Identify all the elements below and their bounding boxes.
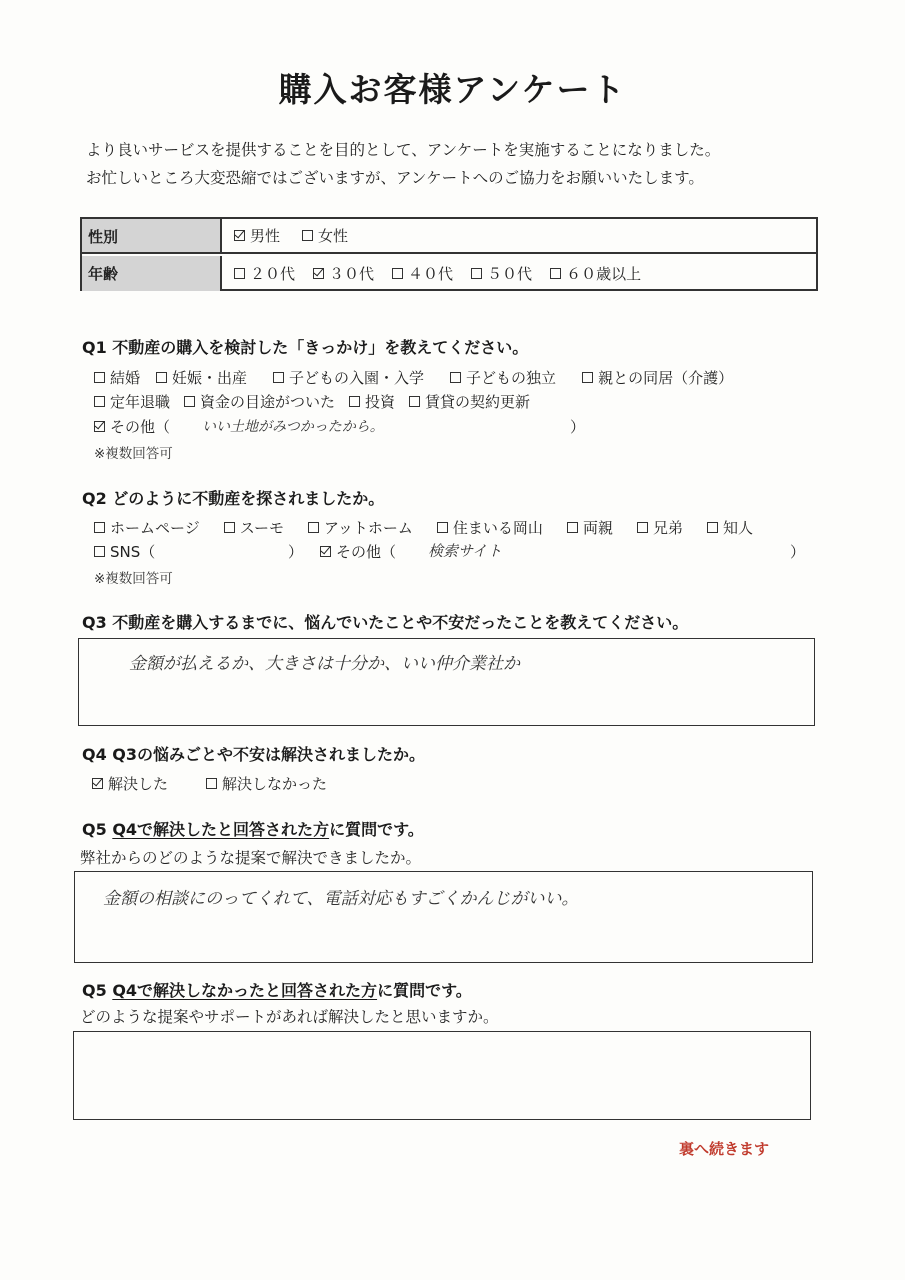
option-label: 賃貸の契約更新 [425, 393, 531, 411]
checkbox[interactable] [550, 268, 561, 279]
q1-option[interactable] [450, 367, 556, 388]
checkbox[interactable] [637, 522, 648, 533]
q1-option[interactable] [184, 391, 335, 412]
option-label: 住まいる岡山 [452, 519, 543, 537]
option-label: 資金の目途がついた [200, 393, 336, 411]
q5b-suffix: に質問です。 [377, 981, 472, 1000]
option-label: スーモ [239, 519, 284, 537]
q5a-condition: Q4で解決したと回答された方 [112, 820, 330, 839]
q2-sns-close: ） [288, 543, 304, 561]
option-label: 男性 [250, 227, 281, 245]
q5b-title [82, 978, 472, 1001]
q1-other-close: ） [570, 418, 586, 436]
age-label: 年齢 [82, 256, 222, 291]
gender-label: 性別 [82, 219, 222, 252]
checkbox[interactable] [450, 372, 461, 383]
option-label: 解決しなかった [222, 775, 328, 793]
gender-options [222, 219, 816, 252]
option-label: ６０歳以上 [566, 265, 642, 283]
checkbox[interactable] [582, 372, 593, 383]
q2-other-option[interactable] [320, 541, 396, 562]
option-label: 女性 [318, 227, 349, 245]
q5a-suffix: に質問です。 [329, 820, 424, 839]
respondent-info-table [80, 217, 818, 291]
age-row [82, 256, 816, 291]
q2-other-handwritten: 検索サイト [428, 542, 502, 560]
age-option-60plus[interactable] [550, 263, 641, 284]
q5b-subtext: どのような提案やサポートがあれば解決したと思いますか。 [80, 1008, 499, 1026]
checkbox[interactable] [392, 268, 403, 279]
option-label: ５０代 [487, 265, 533, 283]
q5b-prefix: Q5 [82, 981, 113, 1000]
option-label: 結婚 [110, 369, 141, 387]
q1-row-1 [94, 367, 733, 388]
q4-option-unresolved[interactable] [206, 773, 327, 794]
checkbox[interactable] [234, 268, 245, 279]
q2-row-1 [94, 517, 753, 538]
q3-handwritten-answer: 金額が払えるか、大きさは十分か、いい仲介業社か [129, 654, 520, 674]
checkbox[interactable] [184, 396, 195, 407]
checkbox[interactable] [206, 778, 217, 789]
gender-option-male[interactable] [234, 225, 280, 246]
q5a-title [82, 817, 424, 840]
gender-option-female[interactable] [302, 225, 348, 246]
q2-other-close: ） [790, 543, 806, 561]
age-option-30s[interactable] [313, 263, 374, 284]
checkbox[interactable] [437, 522, 448, 533]
page-title: 購入お客様アンケート [278, 70, 627, 109]
q5b-answer-box[interactable] [73, 1031, 811, 1120]
q1-other-handwritten: いい土地がみつかったから。 [202, 419, 384, 435]
checkbox[interactable] [94, 372, 105, 383]
q4-title: Q4 Q3の悩みごとや不安は解決されましたか。 [82, 745, 426, 764]
q2-sns-option[interactable] [94, 541, 155, 562]
q1-option[interactable] [273, 367, 424, 388]
q5a-answer-box[interactable] [74, 871, 813, 963]
option-label: 知人 [722, 519, 753, 537]
age-option-20s[interactable] [234, 263, 295, 284]
checkbox[interactable] [94, 522, 105, 533]
gender-row [82, 219, 816, 254]
q5a-subtext: 弊社からのどのような提案で解決できましたか。 [80, 849, 422, 867]
q1-option[interactable] [582, 367, 733, 388]
q1-option[interactable] [409, 391, 530, 412]
checkbox-checked[interactable] [313, 268, 324, 279]
checkbox-checked[interactable] [92, 778, 103, 789]
option-label: 投資 [365, 393, 396, 411]
q1-option[interactable] [349, 391, 395, 412]
q5a-handwritten-answer: 金額の相談にのってくれて、電話対応もすごくかんじがいい。 [103, 889, 579, 909]
option-label: 兄弟 [652, 519, 683, 537]
q2-option[interactable] [94, 517, 200, 538]
q1-title: Q1 不動産の購入を検討した「きっかけ」を教えてください。 [82, 338, 529, 357]
option-label: 両親 [582, 519, 613, 537]
q1-option[interactable] [156, 367, 247, 388]
q4-option-resolved[interactable] [92, 773, 168, 794]
checkbox-checked[interactable] [234, 230, 245, 241]
checkbox-checked[interactable] [94, 421, 105, 432]
q1-other-row [94, 416, 170, 437]
option-label: 解決した [108, 775, 169, 793]
q2-option[interactable] [224, 517, 284, 538]
checkbox[interactable] [707, 522, 718, 533]
q5a-prefix: Q5 [82, 820, 113, 839]
q1-row-2 [94, 391, 530, 412]
q2-option[interactable] [308, 517, 413, 538]
checkbox[interactable] [94, 546, 105, 557]
checkbox[interactable] [471, 268, 482, 279]
checkbox[interactable] [302, 230, 313, 241]
checkbox[interactable] [567, 522, 578, 533]
q1-option[interactable] [94, 367, 140, 388]
q2-option[interactable] [437, 517, 543, 538]
age-option-50s[interactable] [471, 263, 532, 284]
q2-note: ※複数回答可 [94, 571, 173, 587]
q1-option[interactable] [94, 391, 170, 412]
option-label: 親との同居（介護） [598, 369, 734, 387]
q4-options [92, 773, 327, 794]
continue-on-back-note: 裏へ続きます [679, 1140, 770, 1158]
checkbox-checked[interactable] [320, 546, 331, 557]
option-label: 子どもの独立 [466, 369, 557, 387]
q2-option[interactable] [567, 517, 613, 538]
option-label: アットホーム [323, 519, 413, 537]
checkbox[interactable] [94, 396, 105, 407]
q3-answer-box[interactable] [78, 638, 815, 726]
q2-option[interactable] [707, 517, 753, 538]
option-label: ホームページ [110, 519, 200, 537]
option-label: SNS（ [110, 543, 156, 561]
q3-title: Q3 不動産を購入するまでに、悩んでいたことや不安だったことを教えてください。 [82, 613, 689, 632]
q5b-condition: Q4で解決しなかったと回答された方 [112, 981, 378, 1000]
q2-title: Q2 どのように不動産を探されましたか。 [82, 489, 385, 508]
checkbox[interactable] [409, 396, 420, 407]
q1-note: ※複数回答可 [94, 446, 173, 462]
q2-option[interactable] [637, 517, 683, 538]
option-label: 定年退職 [110, 393, 171, 411]
checkbox[interactable] [273, 372, 284, 383]
checkbox[interactable] [308, 522, 319, 533]
intro-line-2: お忙しいところ大変恐縮ではございますが、アンケートへのご協力をお願いいたします。 [86, 169, 704, 187]
q1-option-other[interactable] [94, 416, 170, 437]
intro-line-1: より良いサービスを提供することを目的として、アンケートを実施することになりました。 [86, 141, 721, 159]
option-label: 妊娠・出産 [172, 369, 248, 387]
option-label: ４０代 [408, 265, 454, 283]
option-label: 子どもの入園・入学 [289, 369, 425, 387]
checkbox[interactable] [224, 522, 235, 533]
option-label: ３０代 [329, 265, 375, 283]
age-options [222, 256, 816, 291]
option-label: その他（ [336, 543, 397, 561]
checkbox[interactable] [349, 396, 360, 407]
checkbox[interactable] [156, 372, 167, 383]
age-option-40s[interactable] [392, 263, 453, 284]
option-label: ２０代 [250, 265, 296, 283]
option-label: その他（ [110, 418, 171, 436]
